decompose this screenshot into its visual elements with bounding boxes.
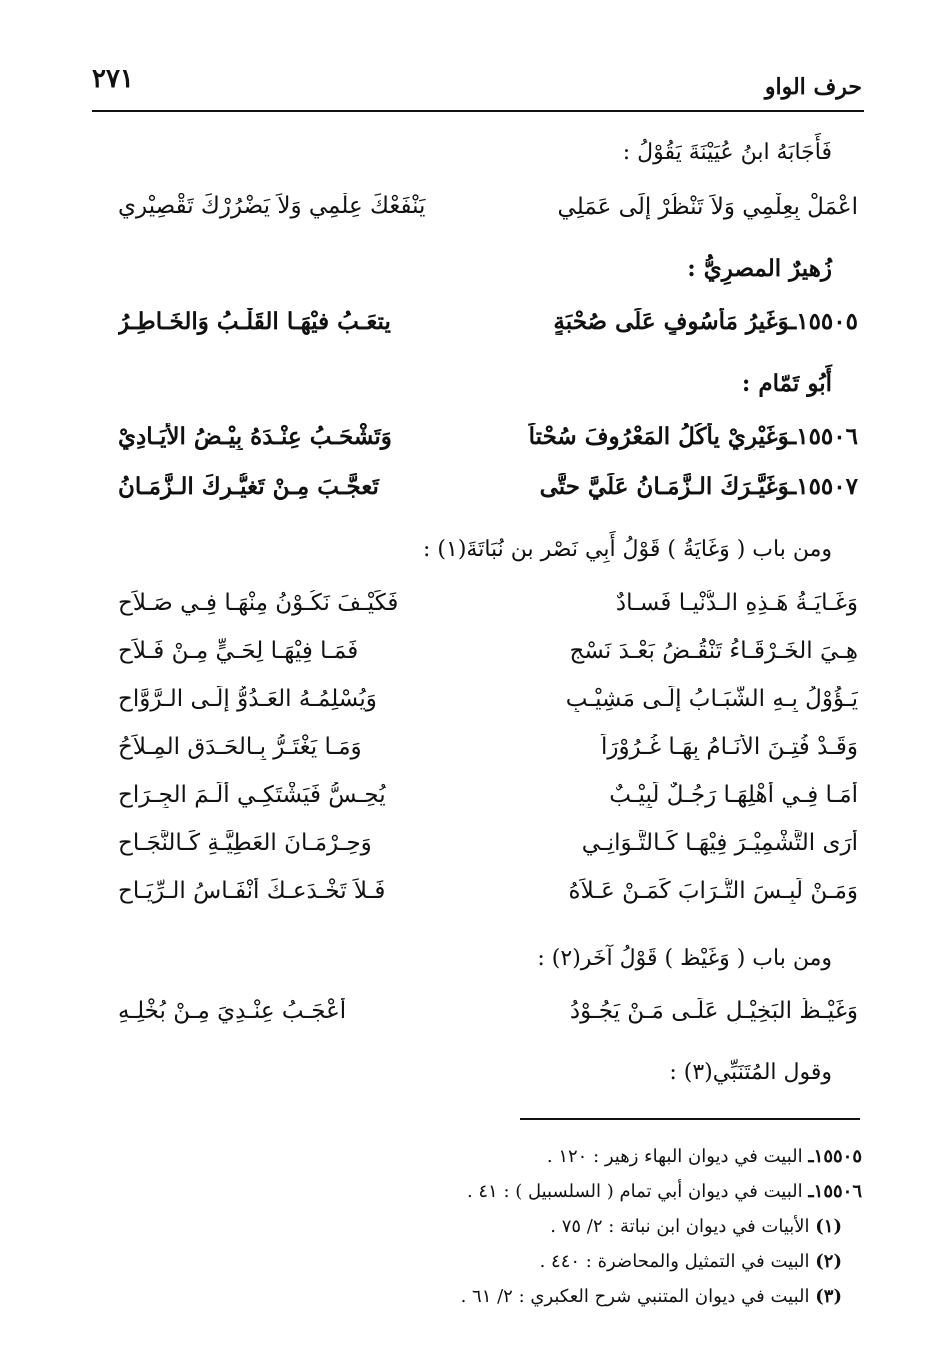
poet-name: زُهيرٌ المصرِيُّ :: [687, 255, 832, 282]
verse-second-hemistich: وَمَـا يَغْتَـرُّ بِـالحَـدَقِ المِـلاَحُ: [118, 734, 362, 760]
page-number: ٢٧١: [92, 64, 134, 94]
prose-line: وقول المُتَنَبِّي(٣) :: [669, 1060, 832, 1085]
verse-first-hemistich: يَـؤُوْلُ بِـهِ الشَّبَـابُ إِلَـى مَشِيْـبٍ: [565, 686, 858, 712]
intro-line: فَأَجَابَهُ ابنُ عُيَيْنَةَ يَقُوْلُ :: [622, 140, 832, 165]
verse-first-hemistich: وَقَـدْ فُتِـنَ الأَنَـامُ بِهَـا غُـرُوْرَاً: [600, 734, 858, 760]
verse-first-hemistich: أَمَـا فِـي أَهْلِهَـا رَجُـلٌ لَبِيْـبٌ: [609, 782, 858, 808]
footnote: ١٥٥٠٦ـ البيت في ديوان أبي تمام ( السلسبيل ) : ٤١ .: [466, 1181, 862, 1202]
verse-first-hemistich: ١٥٥٠٥ـوَغَيرُ مَأْسُوفٍ عَلَى صُحْبَةٍ: [553, 308, 858, 335]
verse-second-hemistich: يَنْفَعْكَ عِلْمِي وَلاَ يَضْرُرْكَ تَقْصِيْرِي: [118, 193, 426, 219]
header-rule: [92, 110, 864, 112]
prose-line: ومن باب ( وَغَايَةُ ) قَوْلُ أَبِي نَصْر بن نُبَاتَةَ(١) :: [423, 537, 832, 562]
verse-first-hemistich: وَغَـايَـةُ هَـذِهِ الـدُّنْيـا فَسـادٌ: [615, 590, 858, 616]
verse-line: [118, 998, 858, 1038]
verse-first-hemistich: ١٥٥٠٦ـوَغَيْرِيْ يأْكُلُ المَعْرُوفَ سُحْتاً: [528, 423, 858, 450]
verse-second-hemistich: فَكَيْـفَ نَكُـوْنُ مِنْهَـا فِـي صَـلاَحِ: [118, 590, 399, 616]
verse-second-hemistich: يتعَـبُ فيْهَـا القَلْـبُ وَالخَـاطِـرُ: [118, 308, 391, 335]
footnote: (٢) البيت في التمثيل والمحاضرة : ٤٤٠ .: [539, 1251, 842, 1272]
verse-line: [118, 473, 858, 513]
verse-first-hemistich: اعْمَلْ بِعِلْمِي وَلاَ تَنْظُرْ إِلَى عَمَلِي: [557, 194, 858, 220]
verse-line: [118, 878, 858, 918]
verse-line: [118, 782, 858, 822]
footnote: (٣) البيت في ديوان المتنبي شرح العكبري : ٢/ ٦١ .: [460, 1286, 842, 1307]
verse-line: [118, 734, 858, 774]
verse-line: [118, 193, 858, 233]
poet-name: أَبُو تَمّام :: [741, 370, 832, 397]
verse-second-hemistich: تَعجَّـبَ مِـنْ تَغيُّـرِكَ الـزَّمَـانُ: [118, 473, 379, 500]
verse-second-hemistich: فَـلاَ تَخْـدَعـكَ أَنْفَـاسُ الـرِّيَـاحِ: [118, 878, 386, 904]
verse-line: [118, 423, 858, 463]
verse-second-hemistich: فَمَـا فِيْهَـا لِحَـيٍّ مِـنْ فَـلاَحِ: [118, 638, 359, 664]
verse-line: [118, 830, 858, 870]
verse-line: [118, 590, 858, 630]
verse-first-hemistich: هِـيَ الخَـرْقَـاءُ تَنْقُـضُ بَعْـدَ نَسْجٍ: [569, 638, 858, 664]
verse-first-hemistich: وَمَـنْ لَبِـسَ التُّـرَابَ كَمَـنْ عَـلاَهُ: [568, 878, 858, 904]
footnote: ١٥٥٠٥ـ البيت في ديوان البهاء زهير : ١٢٠ .: [546, 1146, 862, 1167]
verse-second-hemistich: وَحِـرْمَـانَ العَطِيَّـةِ كَـالنَّجَـاحِ: [118, 830, 372, 856]
verse-first-hemistich: ١٥٥٠٧ـوَغَيَّـرَكَ الـزَّمَـانُ عَلَيَّ حتَّى: [539, 473, 858, 500]
footnote-rule: [520, 1118, 860, 1120]
verse-line: [118, 686, 858, 726]
verse-first-hemistich: أَرَى التَّشْمِيْـرَ فِيْهَـا كَـالتَّـوَانِـي: [581, 830, 858, 856]
footnote: (١) الأبيات في ديوان ابن نباتة : ٢/ ٧٥ .: [550, 1216, 842, 1237]
verse-second-hemistich: أَعْجَـبُ عِنْـدِيَ مِـنْ بُخْلِـهِ: [118, 998, 347, 1024]
verse-line: [118, 638, 858, 678]
prose-line: ومن باب ( وَغَيْظ ) قَوْلُ آخَر(٢) :: [537, 946, 832, 971]
verse-line: [118, 308, 858, 348]
running-header-chapter: حرف الواو: [764, 74, 862, 100]
verse-second-hemistich: وَتَشْحَـبُ عِنْـدَهُ بِيْـضُ الأَيَـادِيْ: [118, 423, 392, 450]
verse-first-hemistich: وَغَيْـظُ البَخِيْـلِ عَلَـى مَـنْ يَجُـوْدُ: [569, 998, 858, 1024]
verse-second-hemistich: وَيُسْلِمُـهُ العَـدُوُّ إِلَـى الـرَّوَّاحِ: [118, 686, 377, 712]
verse-second-hemistich: يُحِـسُّ فَيَشْتَكِـي أَلَـمَ الجِـرَاحِ: [118, 782, 386, 808]
